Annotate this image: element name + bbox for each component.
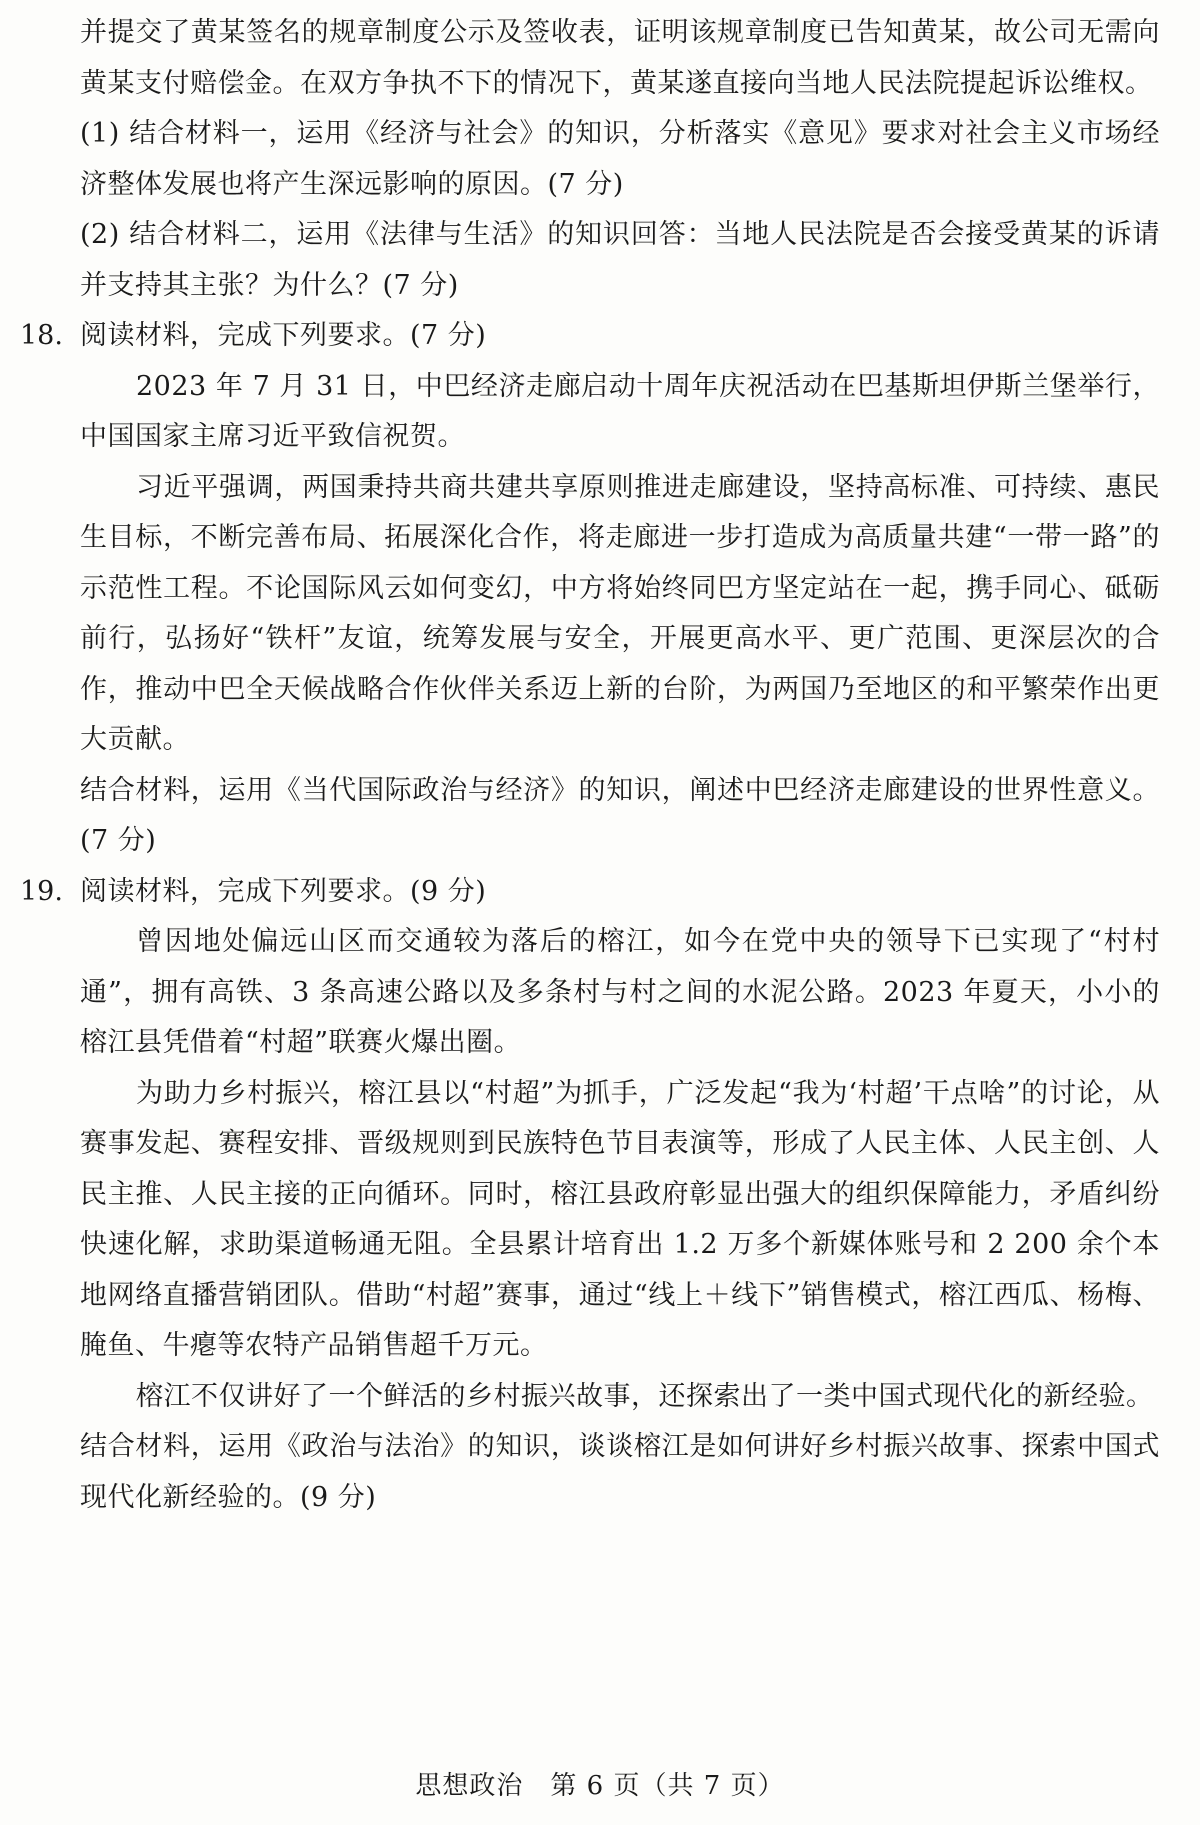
q19-header <box>20 867 1160 918</box>
q19-task: 结合材料，运用《政治与法治》的知识，谈谈榕江是如何讲好乡村振兴故事、探索中国式现代化新经验的。(9 分) <box>80 1431 1160 1513</box>
q19-number: 19. <box>20 875 63 907</box>
q19-paragraph-3: 榕江不仅讲好了一个鲜活的乡村振兴故事，还探索出了一类中国式现代化的新经验。 <box>136 1380 1154 1412</box>
q19-paragraph-1: 曾因地处偏远山区而交通较为落后的榕江，如今在党中央的领导下已实现了“村村通”，拥有高铁、3 条高速公路以及多条村与村之间的水泥公路。2023 年夏天，小小的榕江县凭借着“村超”联赛火爆出圈。 <box>80 926 1160 1058</box>
q18-header <box>20 311 1160 362</box>
page-content <box>20 8 1160 1523</box>
q18-instruction: 阅读材料，完成下列要求。(7 分) <box>80 320 487 351</box>
page-footer: 思想政治 第 6 页（共 7 页） <box>415 1771 785 1801</box>
q17-subquestion-2: (2) 结合材料二，运用《法律与生活》的知识回答：当地人民法院是否会接受黄某的诉请并支持其主张？为什么？(7 分) <box>80 219 1160 301</box>
q19-instruction: 阅读材料，完成下列要求。(9 分) <box>80 875 487 907</box>
q17-subquestion-1: (1) 结合材料一，运用《经济与社会》的知识，分析落实《意见》要求对社会主义市场经济整体发展也将产生深远影响的原因。(7 分) <box>80 118 1160 200</box>
q18-task: 结合材料，运用《当代国际政治与经济》的知识，阐述中巴经济走廊建设的世界性意义。(7 分) <box>80 774 1160 856</box>
q18-paragraph-2: 习近平强调，两国秉持共商共建共享原则推进走廊建设，坚持高标准、可持续、惠民生目标，不断完善布局、拓展深化合作，将走廊进一步打造成为高质量共建“一带一路”的示范性工程。不论国际风云如何变幻，中方将始终同巴方坚定站在一起，携手同心、砥砺前行，弘扬好“铁杆”友谊，统筹发展与安全，开展更高水平、更广范围、更深层次的合作，推动中巴全天候战略合作伙伴关系迈上新的台阶，为两国乃至地区的和平繁荣作出更大贡献。 <box>80 471 1160 755</box>
q18-paragraph-1: 2023 年 7 月 31 日，中巴经济走廊启动十周年庆祝活动在巴基斯坦伊斯兰堡举行，中国国家主席习近平致信祝贺。 <box>80 370 1160 452</box>
q19-paragraph-2: 为助力乡村振兴，榕江县以“村超”为抓手，广泛发起“我为‘村超’干点啥”的讨论，从赛事发起、赛程安排、晋级规则到民族特色节目表演等，形成了人民主体、人民主创、人民主推、人民主接的正向循环。同时，榕江县政府彰显出强大的组织保障能力，矛盾纠纷快速化解，求助渠道畅通无阻。全县累计培育出 1.2 万多个新媒体账号和 2 200 余个本地网络直播营销团队。借助“村超”赛事，通过“线上＋线下”销售模式，榕江西瓜、杨梅、腌鱼、牛瘪等农特产品销售超千万元。 <box>80 1077 1160 1361</box>
material-continuation: 并提交了黄某签名的规章制度公示及签收表，证明该规章制度已告知黄某，故公司无需向黄某支付赔偿金。在双方争执不下的情况下，黄某遂直接向当地人民法院提起诉讼维权。 <box>80 17 1160 99</box>
q18-number: 18. <box>20 320 63 351</box>
